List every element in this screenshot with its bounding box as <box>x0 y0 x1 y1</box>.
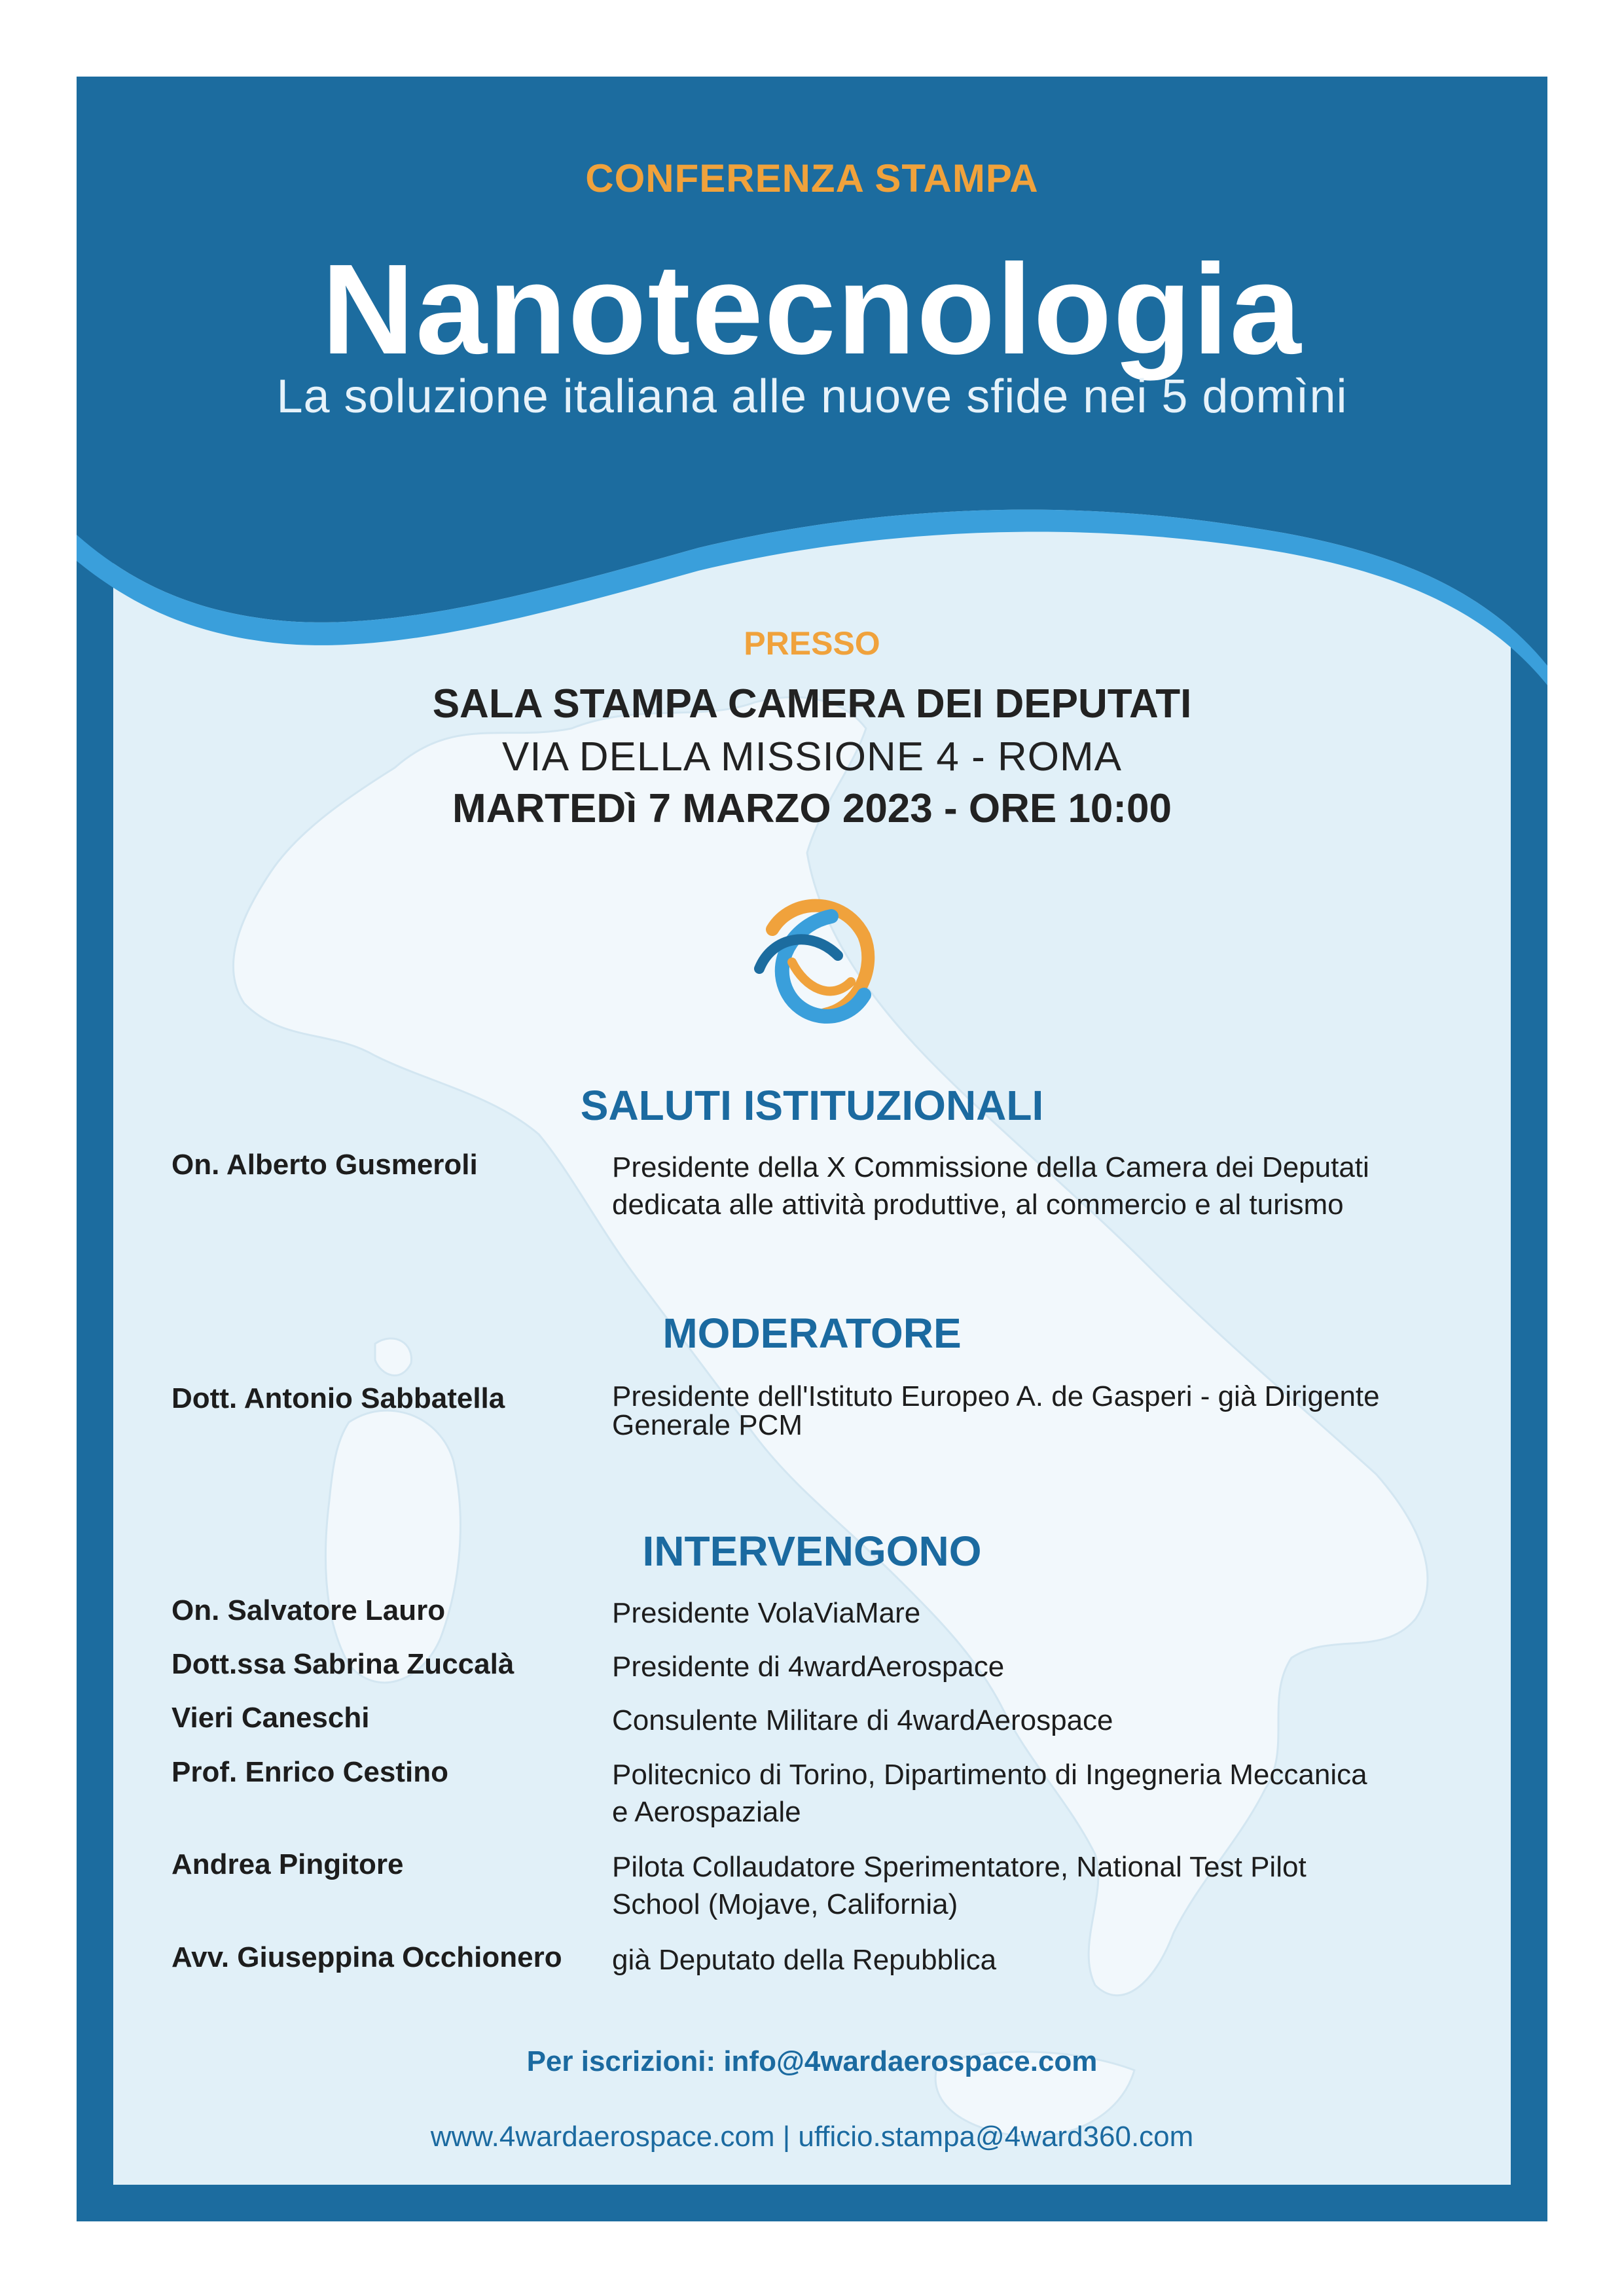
event-datetime: MARTEDì 7 MARZO 2023 - ORE 10:00 <box>452 786 1172 831</box>
moderator-name: Dott. Antonio Sabbatella <box>171 1382 505 1414</box>
speaker-role: Presidente VolaViaMare <box>612 1597 921 1629</box>
moderator-role: Presidente dell'Istituto Europeo A. de Gasperi - già Dirigente Generale PCM <box>612 1380 1380 1441</box>
venue-address: VIA DELLA MISSIONE 4 - ROMA <box>502 734 1122 780</box>
event-title: Nanotecnologia <box>321 238 1303 381</box>
speaker-role: Presidente di 4wardAerospace <box>612 1651 1005 1683</box>
speaker-name: Avv. Giuseppina Occhionero <box>171 1941 562 1973</box>
4ward-logo-icon <box>733 884 890 1041</box>
event-kicker: CONFERENZA STAMPA <box>585 156 1039 200</box>
venue-name: SALA STAMPA CAMERA DEI DEPUTATI <box>432 681 1192 726</box>
section-heading-intervengono: INTERVENGONO <box>642 1528 982 1575</box>
speaker-role: Pilota Collaudatore Sperimentatore, National Test Pilot School (Mojave, California) <box>612 1851 1307 1920</box>
speaker-name: Prof. Enrico Cestino <box>171 1756 448 1788</box>
section-heading-saluti: SALUTI ISTITUZIONALI <box>580 1082 1044 1129</box>
speaker-name: On. Salvatore Lauro <box>171 1594 446 1626</box>
speaker-role: Consulente Militare di 4wardAerospace <box>612 1704 1113 1736</box>
speaker-name: Andrea Pingitore <box>171 1848 404 1880</box>
presso-label: PRESSO <box>744 625 880 662</box>
speaker-role: già Deputato della Repubblica <box>612 1944 997 1976</box>
footer-contacts: www.4wardaerospace.com | ufficio.stampa@4ward360.com <box>430 2121 1194 2153</box>
speaker-name: Vieri Caneschi <box>171 1702 370 1734</box>
section-heading-moderatore: MODERATORE <box>662 1310 962 1357</box>
event-subtitle: La soluzione italiana alle nuove sfide nei 5 domìni <box>276 370 1348 423</box>
speaker-role: Presidente della X Commissione della Camera dei Deputati dedicata alle attività produttive, al commercio e al turismo <box>612 1151 1369 1221</box>
speaker-name: On. Alberto Gusmeroli <box>171 1149 478 1181</box>
speaker-role: Politecnico di Torino, Dipartimento di Ingegneria Meccanica e Aerospaziale <box>612 1759 1367 1828</box>
registration-contact: Per iscrizioni: info@4wardaerospace.com <box>526 2045 1098 2077</box>
speaker-name: Dott.ssa Sabrina Zuccalà <box>171 1648 514 1680</box>
